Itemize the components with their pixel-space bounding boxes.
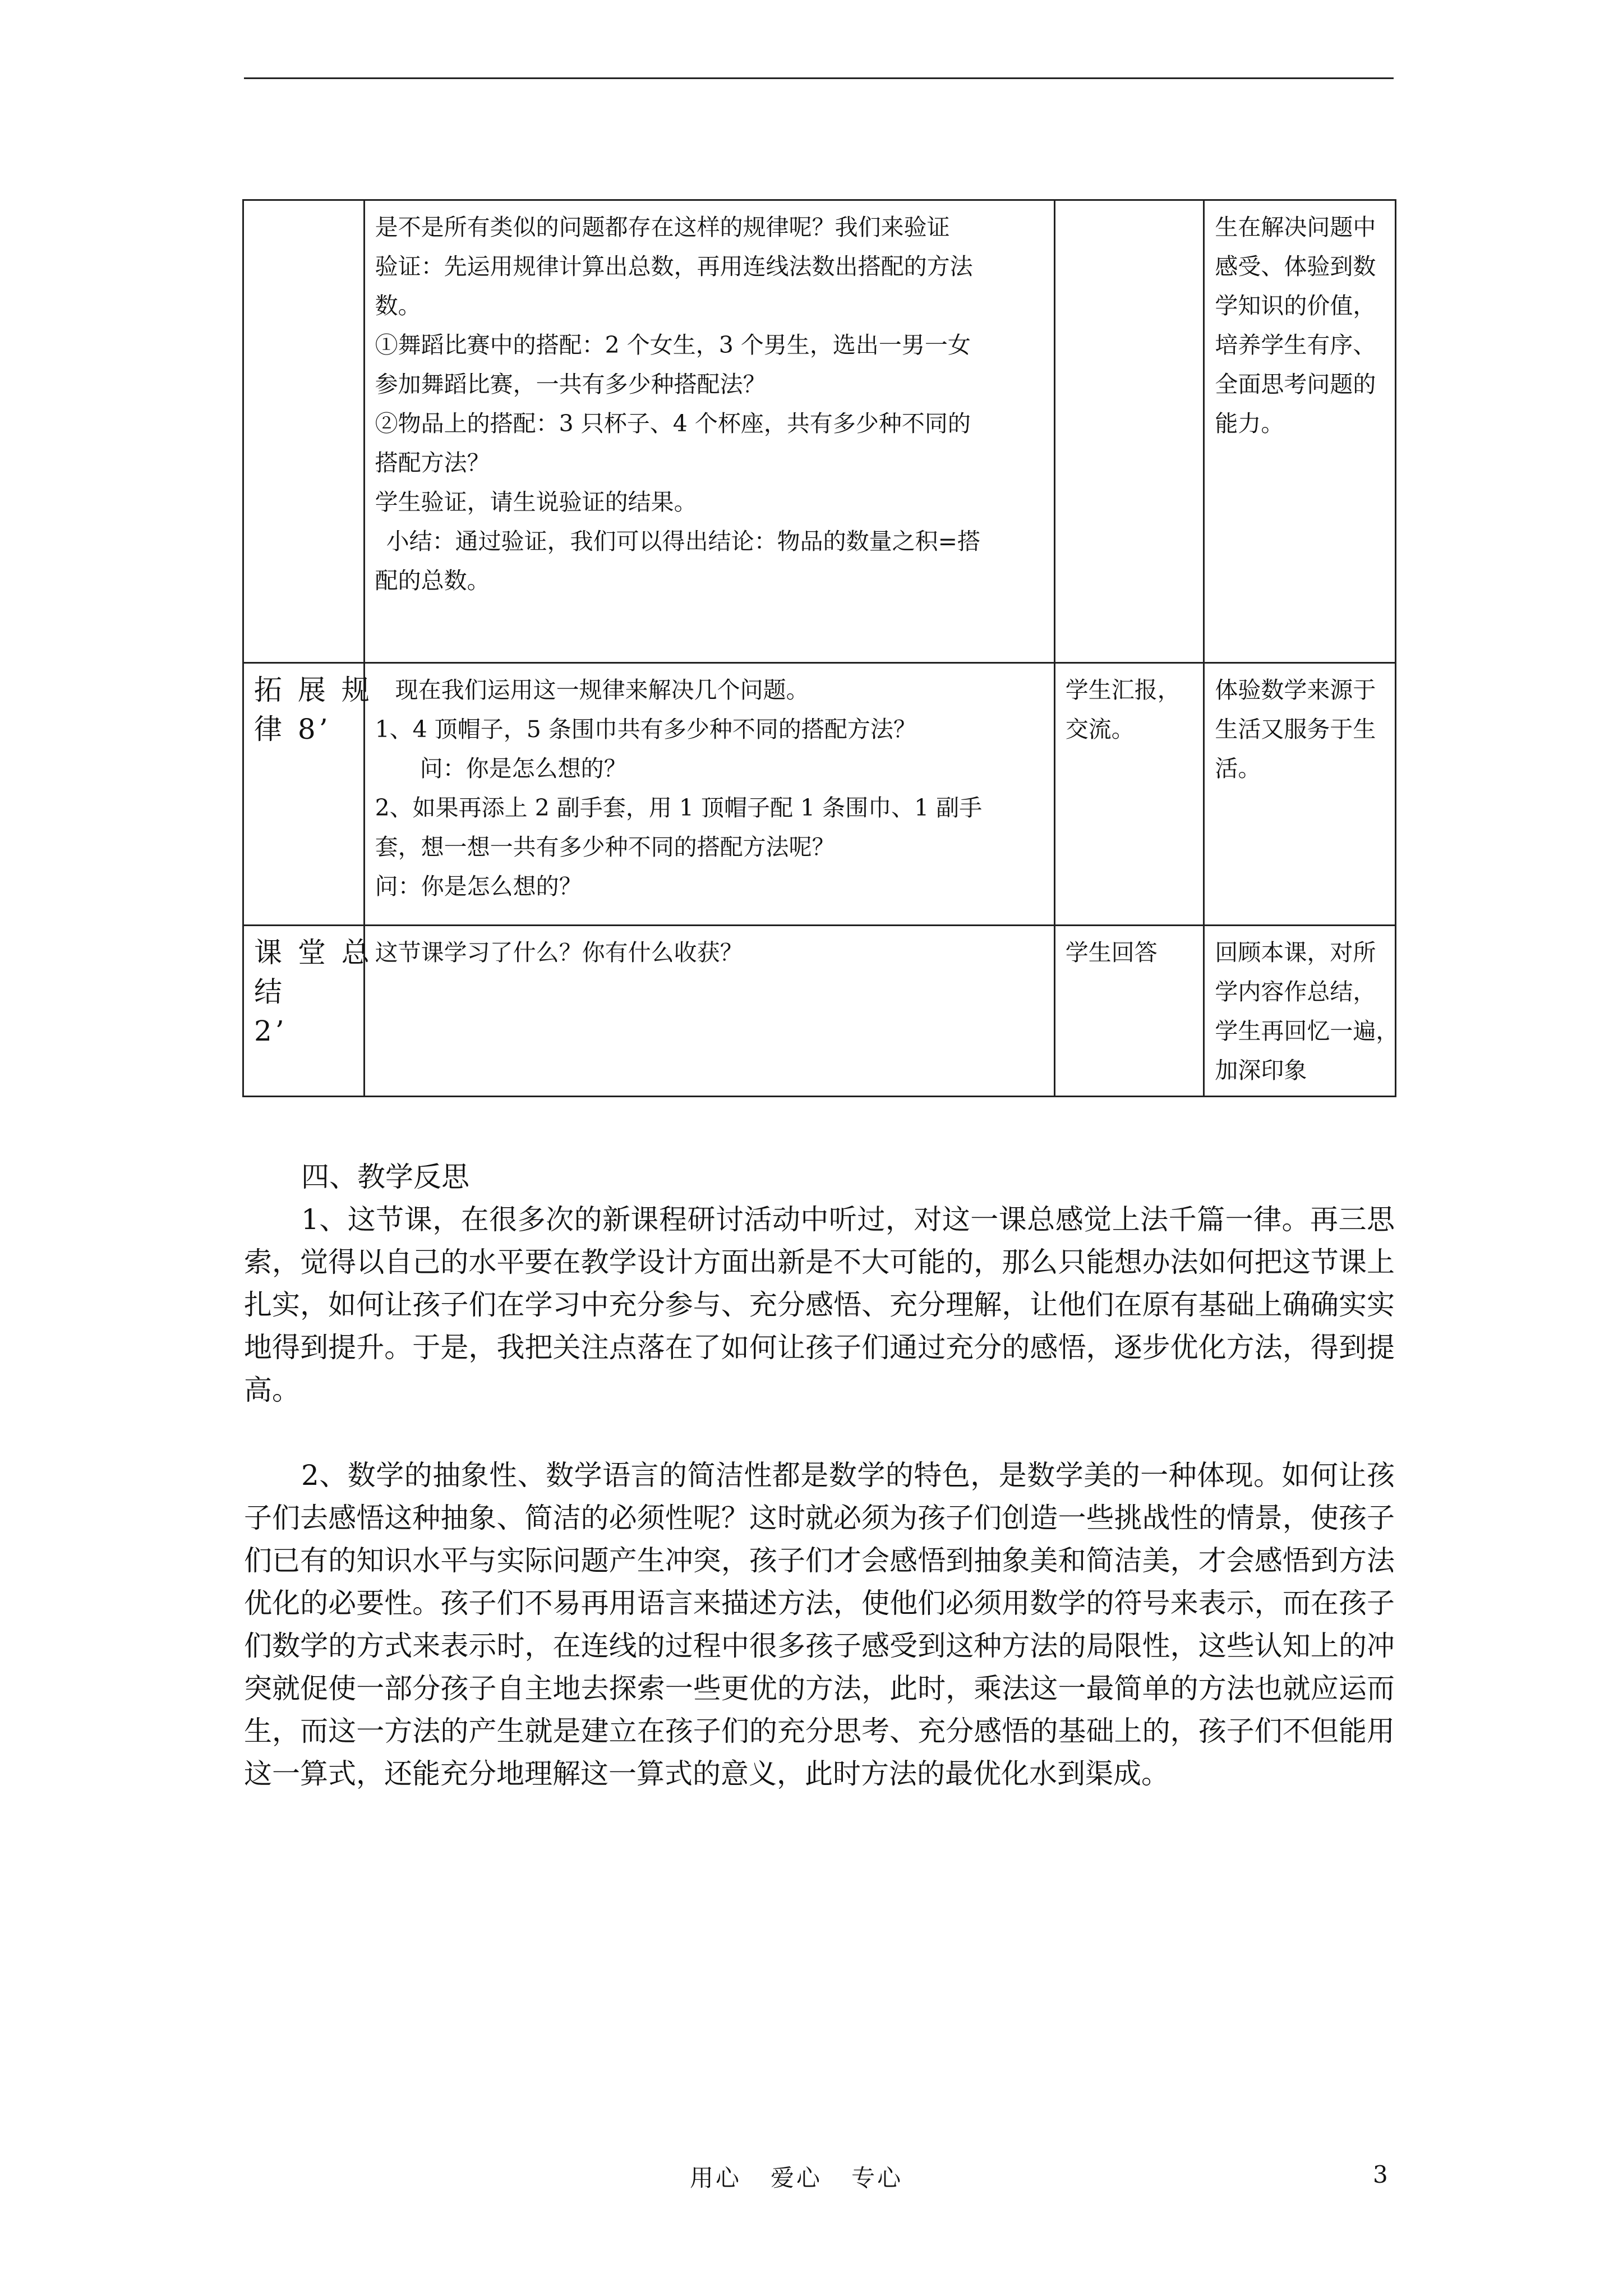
stage-label: 律 8’: [254, 713, 331, 746]
content-line: 学生验证，请生说验证的结果。: [375, 489, 697, 516]
intent-line: 体验数学来源于: [1215, 677, 1376, 703]
content-line: ①舞蹈比赛中的搭配：2 个女生，3 个男生，选出一男一女: [375, 332, 971, 358]
content-line: 验证：先运用规律计算出总数，再用连线法数出搭配的方法: [375, 253, 973, 280]
content-line: 小结：通过验证，我们可以得出结论：物品的数量之积=搭: [386, 528, 980, 555]
intent-line: 学知识的价值，: [1215, 292, 1376, 319]
content-line: 现在我们运用这一规律来解决几个问题。: [395, 677, 809, 703]
lesson-plan-table: [242, 199, 1399, 1097]
table-row: [243, 926, 1396, 1097]
intent-line: 加深印象: [1215, 1057, 1307, 1084]
stage-label: 课 堂 总: [254, 936, 373, 969]
student-activity-cell: [1054, 663, 1204, 926]
content-line: 搭配方法？: [375, 449, 490, 476]
teaching-reflection: [244, 1156, 1395, 1795]
content-line: 配的总数。: [375, 567, 490, 594]
design-intent-cell: [1204, 663, 1396, 926]
stage-cell: [243, 200, 365, 663]
content-cell: [364, 926, 1054, 1097]
intent-line: 全面思考问题的: [1215, 371, 1376, 398]
table-row: [243, 663, 1396, 926]
stage-cell: [243, 926, 373, 1097]
content-line: 是不是所有类似的问题都存在这样的规律呢？我们来验证: [375, 214, 950, 241]
content-line: 数。: [375, 292, 421, 319]
section-heading: 四、教学反思: [301, 1161, 469, 1193]
content-line: 2、如果再添上 2 副手套，用 1 顶帽子配 1 条围巾、1 副手: [375, 794, 983, 821]
stage-label: 结: [254, 976, 285, 1008]
page-number: 3: [1373, 2161, 1388, 2188]
content-cell: [364, 663, 1054, 926]
header-rule: [244, 77, 1394, 79]
intent-line: 活。: [1215, 755, 1261, 782]
content-cell: [364, 200, 1054, 663]
stage-cell: [243, 663, 373, 926]
content-line: 参加舞蹈比赛，一共有多少种搭配法？: [375, 371, 766, 398]
stage-label: 2’: [254, 1015, 288, 1047]
content-line: 1、4 顶帽子，5 条围巾共有多少种不同的搭配方法？: [375, 716, 916, 743]
intent-line: 生在解决问题中: [1215, 214, 1376, 241]
reflection-paragraph: 2、数学的抽象性、数学语言的简洁性都是数学的特色，是数学美的一种体现。如何让孩子们去感悟这种抽象、简洁的必须性呢？这时就必须为孩子们创造一些挑战性的情景，使孩子们已有的知识水平与实际问题产生冲突，孩子们才会感悟到抽象美和简洁美，才会感悟到方法优化的必要性。孩子们不易再用语言来描述方法，使他们必须用数学的符号来表示，而在孩子们数学的方式来表示时，在连线的过程中很多孩子感受到这种方法的局限性，这些认知上的冲突就促使一部分孩子自主地去探索一些更优的方法，此时，乘法这一最简单的方法也就应运而生，而这一方法的产生就是建立在孩子们的充分思考、充分感悟的基础上的，孩子们不但能用这一算式，还能充分地理解这一算式的意义，此时方法的最优化水到渠成。: [244, 1459, 1395, 1790]
content-line: 套，想一想一共有多少种不同的搭配方法呢？: [375, 834, 835, 861]
design-intent-cell: [1204, 926, 1399, 1097]
student-line: 学生回答: [1065, 939, 1158, 966]
intent-line: 生活又服务于生: [1215, 716, 1376, 743]
student-line: 交流。: [1065, 716, 1135, 743]
intent-line: 学生再回忆一遍，: [1215, 1018, 1399, 1045]
student-activity-cell: [1054, 926, 1204, 1097]
intent-line: 培养学生有序、: [1215, 332, 1376, 358]
student-activity-cell: [1054, 200, 1204, 663]
content-line: 这节课学习了什么？你有什么收获？: [375, 939, 743, 966]
footer-motto: 用心 爱心 专心: [690, 2164, 903, 2192]
intent-line: 回顾本课，对所: [1215, 939, 1376, 966]
student-line: 学生汇报，: [1065, 677, 1181, 703]
design-intent-cell: [1204, 200, 1396, 663]
content-line: 问：你是怎么想的？: [375, 873, 582, 900]
stage-label: 拓 展 规: [254, 674, 373, 706]
intent-line: 能力。: [1215, 410, 1284, 437]
reflection-paragraph: 1、这节课，在很多次的新课程研讨活动中听过，对这一课总感觉上法千篇一律。再三思索，觉得以自己的水平要在教学设计方面出新是不大可能的，那么只能想办法如何把这节课上扎实，如何让孩子们在学习中充分参与、充分感悟、充分理解，让他们在原有基础上确确实实地得到提升。于是，我把关注点落在了如何让孩子们通过充分的感悟，逐步优化方法，得到提高。: [244, 1203, 1395, 1406]
content-line: 问：你是怎么想的？: [419, 755, 627, 782]
table-row: [243, 200, 1396, 663]
content-line: ②物品上的搭配：3 只杯子、4 个杯座，共有多少种不同的: [375, 410, 971, 437]
intent-line: 感受、体验到数: [1215, 253, 1376, 280]
intent-line: 学内容作总结，: [1215, 978, 1376, 1005]
